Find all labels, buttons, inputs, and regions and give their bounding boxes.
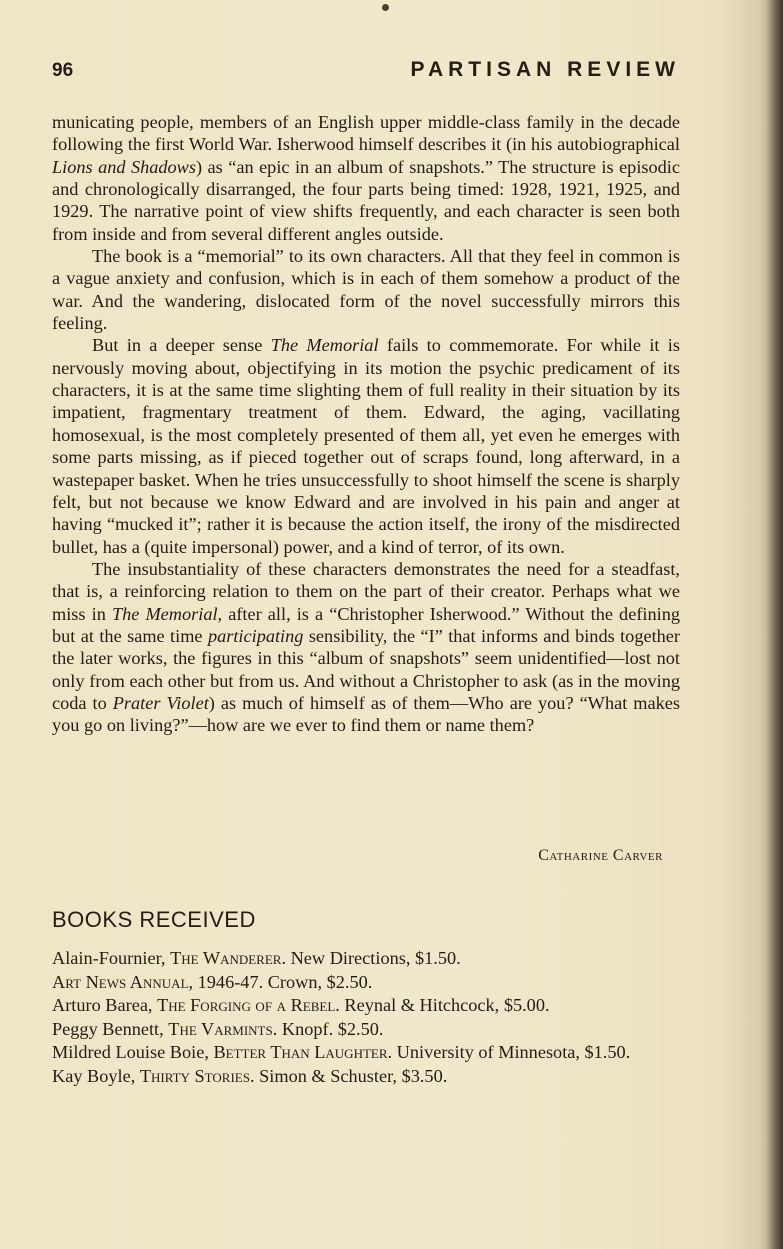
- book-author: Arturo Barea,: [52, 995, 158, 1016]
- book-title: The Wanderer.: [170, 948, 287, 968]
- paragraph-4-text-b: after all, is a “Christopher Isherwood.” Without the defining but at the same time: [52, 603, 680, 646]
- book-title: The Varmints.: [168, 1018, 278, 1039]
- section-heading: BOOKS RECEIVED: [52, 907, 256, 932]
- page-number: 96: [52, 60, 74, 81]
- binding-mark: [382, 4, 389, 11]
- paragraph-4-text-c: sensibility, the “I” that informs and binds together the later works, the figures in this “album of snapshots” seem unidentified—lost not only from each other but from us. And without a Christopher to ask (as in the moving coda to: [52, 625, 681, 713]
- paragraph-1-text-b: ) as “an epic in an album of snapshots.” The structure is episodic and chronologically disarranged, the four parts being timed: 1928, 1921, 1925, and 1929. The narrative point of view shifts frequently, and each character is seen both from inside and from several different angles outside.: [52, 156, 680, 244]
- paragraph-1: [52, 111, 680, 245]
- books-received-list: [52, 947, 682, 1089]
- page-edge-shadow: [765, 0, 783, 1249]
- book-author: Mildred Louise Boie,: [52, 1042, 214, 1063]
- paragraph-4-text-d: ) as much of himself as of them—Who are you? “What makes you go on living?”—how are we ever to find them or name them?: [52, 692, 680, 736]
- book-title-the-memorial-2: The Memorial,: [111, 603, 223, 624]
- paragraph-1-text-a: municating people, members of an English upper middle-class family in the decade following the first World War. Isherwood himself describes it (in his autobiographical: [52, 112, 680, 155]
- book-title-lions-and-shadows: Lions and Shadows: [52, 156, 196, 177]
- book-title: Thirty Stories.: [139, 1065, 255, 1086]
- book-details: New Directions, $1.50.: [286, 948, 461, 968]
- author-signature: Catharine Carver: [538, 847, 663, 864]
- paragraph-2: The book is a “memorial” to its own characters. All that they feel in common is a vague anxiety and confusion, which is in each of them somehow a product of the war. And the wandering, dislocated form of the novel successfully mirrors this feeling.: [52, 246, 680, 334]
- book-author: Peggy Bennett,: [52, 1018, 169, 1039]
- list-item: [52, 971, 682, 995]
- paragraph-3-text-a: But in a deeper sense: [92, 335, 271, 356]
- book-details: Knopf. $2.50.: [277, 1018, 384, 1039]
- book-title-prater-violet: Prater Violet: [112, 692, 209, 713]
- book-author: Kay Boyle,: [52, 1065, 140, 1086]
- paragraph-4-text-a: The insubstantiality of these characters demonstrates the need for a steadfast, that is, a reinforcing relation to them on the part of their creator. Perhaps what we miss in: [52, 558, 680, 624]
- list-item: [52, 1065, 682, 1089]
- book-title-the-memorial: The Memorial: [270, 335, 379, 356]
- book-details: Reynal & Hitchcock, $5.00.: [339, 995, 550, 1016]
- paragraph-3-text-b: fails to commemorate. For while it is nervously moving about, objectifying in its motion the psychic predicament of its characters, it is at the same time slighting them of full reality in their situation by its impatient, fragmentary treatment of them. Edward, the aging, vacillating homosexual, is the most completely presented of them all, yet even he emerges with some parts missing, as if pieced together out of scraps found, long afterward, in a wastepaper basket. When he tries unsuccessfully to shoot himself the scene is sharply felt, but not because we know Edward and are involved in his pain and anger at having “mucked it”; rather it is because the action itself, the irony of the misdirected bullet, has a (quite impersonal) power, and a kind of terror, of its own.: [52, 335, 681, 557]
- book-details: 1946-47. Crown, $2.50.: [193, 971, 373, 992]
- list-item: [52, 994, 682, 1018]
- list-item: [52, 947, 682, 971]
- list-item: [52, 1018, 682, 1042]
- book-details: Simon & Schuster, $3.50.: [254, 1065, 448, 1086]
- book-title: Art News Annual,: [52, 971, 194, 992]
- book-details: University of Minnesota, $1.50.: [392, 1042, 631, 1063]
- paragraph-4: [52, 558, 680, 737]
- book-title: Better Than Laughter.: [213, 1042, 393, 1063]
- book-author: Alain-Fournier,: [52, 948, 171, 968]
- book-title: The Forging of a Rebel.: [157, 995, 340, 1016]
- paragraph-3: [52, 334, 680, 557]
- list-item: [52, 1041, 682, 1065]
- article-body: [52, 111, 680, 737]
- running-head: PARTISAN REVIEW: [410, 58, 680, 81]
- emphasis-participating: participating: [207, 625, 304, 646]
